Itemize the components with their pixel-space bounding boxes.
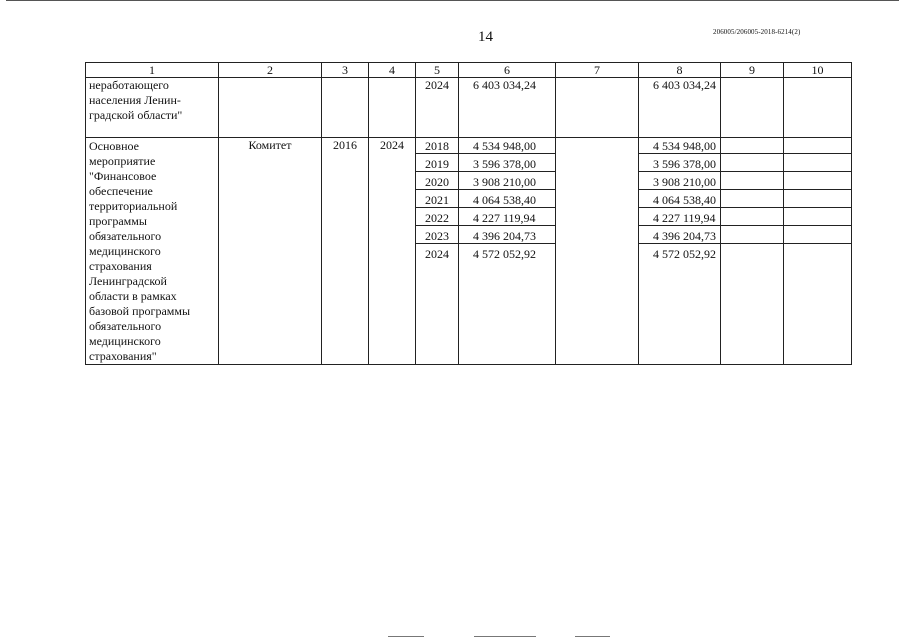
scan-artifact-line (474, 636, 536, 637)
column-header: 7 (556, 63, 639, 78)
name-line: области в рамках (89, 289, 177, 303)
col9-column (721, 138, 784, 365)
name-line: обеспечение (89, 184, 153, 198)
amount-col8: 4 534 948,00 (639, 138, 720, 154)
name-line: неработающего (89, 78, 169, 92)
col6-column (459, 138, 556, 365)
column-header: 10 (784, 63, 852, 78)
empty-subcell (721, 210, 783, 226)
column-header: 6 (459, 63, 556, 78)
empty-subcell (721, 156, 783, 172)
empty-cell (369, 78, 416, 138)
name-line: "Финансовое (89, 169, 157, 183)
end-year-cell: 2024 (369, 138, 416, 365)
amount-col6: 4 064 538,40 (459, 192, 555, 208)
amount-col6: 4 534 948,00 (459, 138, 555, 154)
name-line: территориальной (89, 199, 178, 213)
empty-subcell (721, 246, 783, 262)
column-header: 3 (322, 63, 369, 78)
amount-col8: 4 572 052,92 (653, 247, 716, 261)
name-line: базовой программы (89, 304, 191, 318)
name-line: Основное (89, 139, 139, 153)
column-header: 8 (639, 63, 721, 78)
amount-col6: 3 596 378,00 (459, 156, 555, 172)
year-cell: 2024 (416, 78, 459, 138)
executor-cell: Комитет (219, 138, 322, 365)
empty-cell (322, 78, 369, 138)
year-cell: 2019 (416, 156, 458, 172)
amount-col8: 4 396 204,73 (639, 228, 720, 244)
activity-name-cell (86, 138, 219, 365)
empty-cell (219, 78, 322, 138)
column-header: 4 (369, 63, 416, 78)
year-cell: 2020 (416, 174, 458, 190)
empty-subcell (784, 138, 851, 154)
empty-cell (721, 78, 784, 138)
activity-name-cell (86, 78, 219, 138)
program-funding-table (85, 62, 852, 365)
column-header: 9 (721, 63, 784, 78)
table-row-continuation (86, 78, 852, 138)
document-code: 206005/206005-2018-6214(2) (713, 28, 801, 36)
year-cell: 2018 (416, 138, 458, 154)
empty-subcell (721, 228, 783, 244)
name-line: градской области" (89, 108, 183, 122)
empty-subcell (784, 192, 851, 208)
col10-column (784, 138, 852, 365)
start-year-cell: 2016 (322, 138, 369, 365)
column-number-row (86, 63, 852, 78)
table-row-main-activity (86, 138, 852, 365)
col7-column (556, 138, 639, 365)
name-line: обязательного (89, 229, 162, 243)
amount-col6: 3 908 210,00 (459, 174, 555, 190)
page-number: 14 (478, 29, 493, 45)
scan-artifact-line (575, 636, 610, 637)
empty-cell (784, 78, 852, 138)
empty-subcell (784, 246, 851, 262)
empty-subcell (721, 192, 783, 208)
scan-artifact-line (388, 636, 424, 637)
years-column (416, 138, 459, 365)
empty-subcell (784, 228, 851, 244)
page-top-border (6, 0, 899, 1)
amount-col8: 6 403 034,24 (639, 78, 721, 138)
amount-col6: 4 227 119,94 (459, 210, 555, 226)
empty-subcell (784, 174, 851, 190)
name-line: обязательного (89, 319, 162, 333)
column-header: 1 (86, 63, 219, 78)
empty-subcell (784, 156, 851, 172)
column-header: 2 (219, 63, 322, 78)
empty-subcell (721, 174, 783, 190)
empty-cell (556, 78, 639, 138)
empty-subcell (721, 138, 783, 154)
empty-subcell (784, 210, 851, 226)
amount-col8: 4 064 538,40 (639, 192, 720, 208)
amount-col8: 4 227 119,94 (639, 210, 720, 226)
year-cell: 2023 (416, 228, 458, 244)
amount-col8: 3 908 210,00 (639, 174, 720, 190)
name-line: страхования (89, 259, 152, 273)
name-line: населения Ленин- (89, 93, 181, 107)
name-line: страхования" (89, 349, 157, 363)
name-line: Ленинградской (89, 274, 167, 288)
amount-col6: 4 572 052,92 (473, 247, 536, 261)
amount-col6: 6 403 034,24 (459, 78, 556, 138)
amount-col8: 3 596 378,00 (639, 156, 720, 172)
name-line: мероприятие (89, 154, 156, 168)
name-line: программы (89, 214, 147, 228)
year-cell: 2024 (425, 247, 449, 261)
amount-col6: 4 396 204,73 (459, 228, 555, 244)
column-header: 5 (416, 63, 459, 78)
year-cell: 2022 (416, 210, 458, 226)
name-line: медицинского (89, 244, 161, 258)
year-cell: 2021 (416, 192, 458, 208)
name-line: медицинского (89, 334, 161, 348)
col8-column (639, 138, 721, 365)
